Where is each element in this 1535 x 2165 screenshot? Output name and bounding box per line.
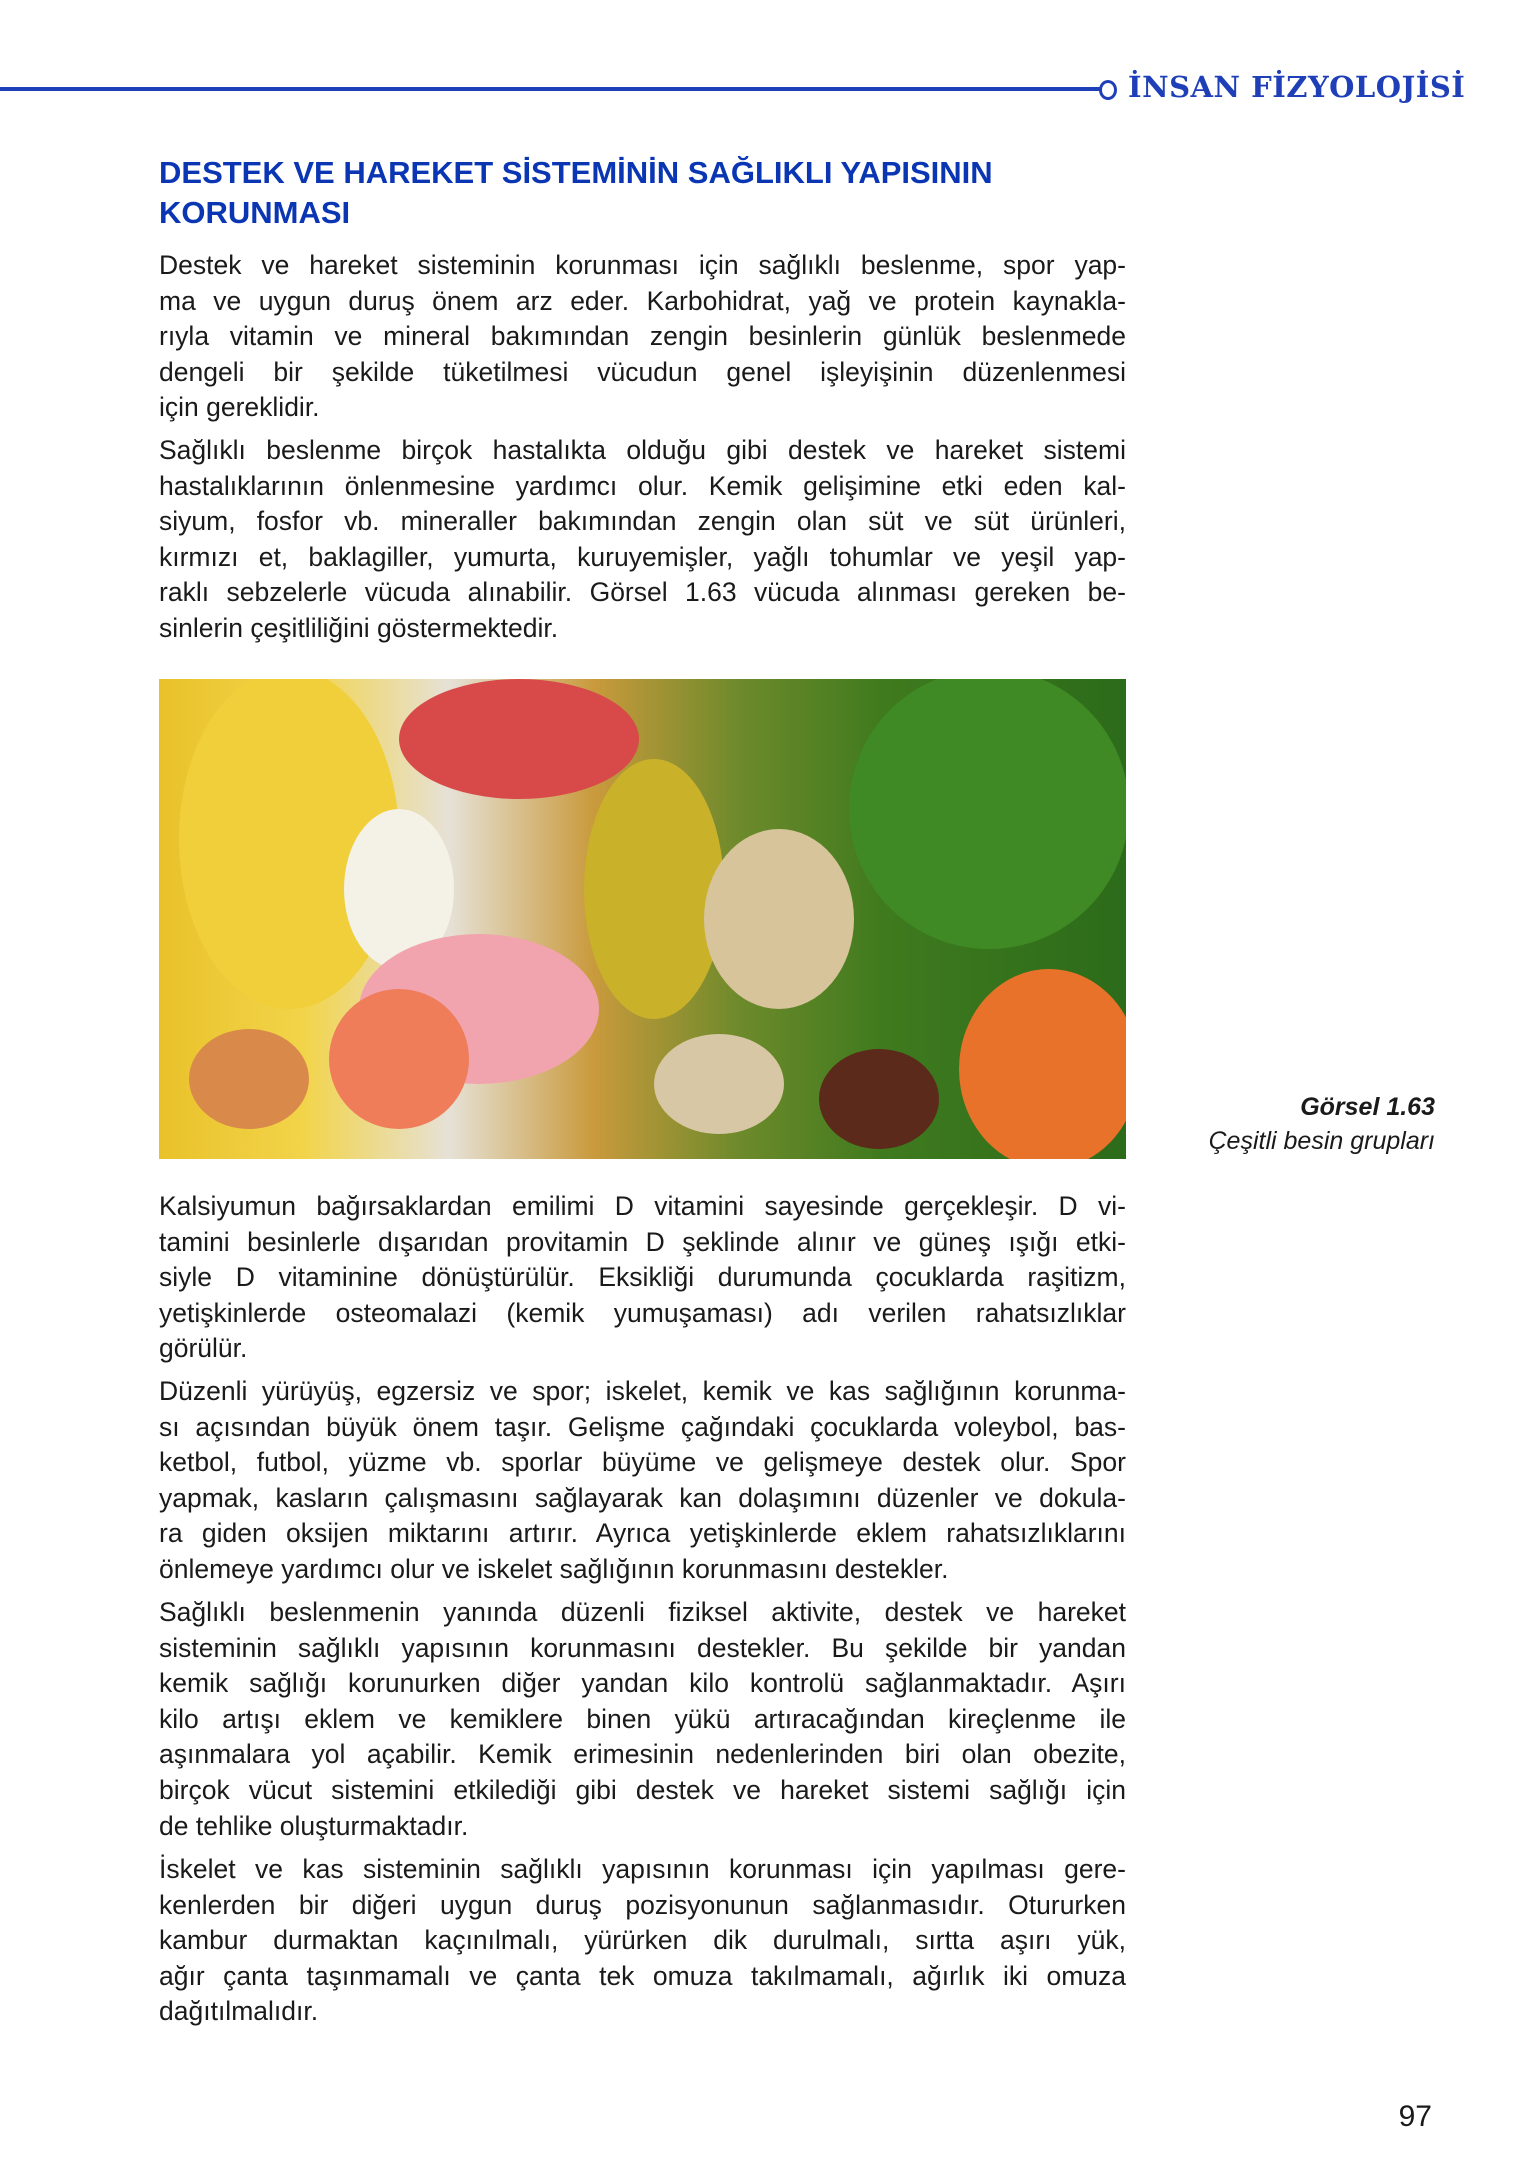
text-line: yapmak, kasların çalışmasını sağlayarak kan dolaşımını düzenler ve dokula-	[159, 1482, 1126, 1513]
text-line: ağır çanta taşınmamalı ve çanta tek omuza takılmamalı, ağırlık iki omuza	[159, 1960, 1126, 1991]
text-line: ketbol, futbol, yüzme vb. sporlar büyüme ve gelişmeye destek olur. Spor	[159, 1447, 1126, 1478]
text-line: yetişkinlerde osteomalazi (kemik yumuşaması) adı verilen rahatsızlıklar	[159, 1297, 1126, 1328]
carrots	[959, 969, 1126, 1159]
paragraph-1	[159, 248, 1126, 426]
fruits	[399, 679, 639, 799]
text-line: İskelet ve kas sisteminin sağlıklı yapısının korunması için yapılması gere-	[159, 1854, 1126, 1884]
figure-caption-text: Çeşitli besin grupları	[1208, 1127, 1435, 1155]
text-line: sisteminin sağlıklı yapısının korunmasını destekler. Bu şekilde bir yandan	[159, 1632, 1126, 1663]
text-line: ma ve uygun duruş önem arz eder. Karbohidrat, yağ ve protein kaynakla-	[159, 285, 1126, 316]
text-line: de tehlike oluşturmaktadır.	[159, 1810, 469, 1841]
text-line: dağıtılmalıdır.	[159, 1996, 319, 2027]
text-line: Düzenli yürüyüş, egzersiz ve spor; iskelet, kemik ve kas sağlığının korunma-	[159, 1376, 1126, 1406]
text-line: için gereklidir.	[159, 392, 320, 423]
text-line: görülür.	[159, 1333, 248, 1364]
text-line: kambur durmaktan kaçınılmalı, yürürken dik durulmalı, sırtta aşırı yük,	[159, 1925, 1126, 1956]
salmon	[329, 989, 469, 1129]
dates	[819, 1049, 939, 1149]
text-line: Kalsiyumun bağırsaklardan emilimi D vitamini sayesinde gerçekleşir. D vi-	[159, 1191, 1126, 1221]
quinoa-bowl	[654, 1034, 784, 1134]
text-line: kilo artışı eklem ve kemiklere binen yükü artıracağından kireçlenme ile	[159, 1703, 1126, 1734]
page-title: DESTEK VE HAREKET SİSTEMİNİN SAĞLIKLI YAPISININ KORUNMASI	[159, 155, 993, 230]
food-groups-photo	[159, 679, 1126, 1159]
section-title: İNSAN FİZYOLOJİSİ	[1128, 70, 1466, 104]
text-line: kemik sağlığı korunurken diğer yandan kilo kontrolü sağlanmaktadır. Aşırı	[159, 1668, 1126, 1699]
paragraph-5	[159, 1595, 1126, 1844]
header-circle-icon	[1099, 80, 1117, 100]
figure-label: Görsel 1.63	[1300, 1093, 1435, 1121]
text-line: önlemeye yardımcı olur ve iskelet sağlığının korunmasını destekler.	[159, 1553, 949, 1584]
text-line: Destek ve hareket sisteminin korunması için sağlıklı beslenme, spor yap-	[159, 250, 1126, 280]
text-line: Sağlıklı beslenmenin yanında düzenli fiziksel aktivite, destek ve hareket	[159, 1597, 1126, 1627]
page-number: 97	[1398, 2100, 1432, 2133]
text-line: aşınmalara yol açabilir. Kemik erimesinin nedenlerinden biri olan obezite,	[159, 1739, 1126, 1770]
text-line: sı açısından büyük önem taşır. Gelişme çağındaki çocuklarda voleybol, bas-	[159, 1411, 1126, 1442]
oats-jar	[704, 829, 854, 1009]
text-line: tamini besinlerle dışarıdan provitamin D şeklinde alınır ve güneş ışığı etki-	[159, 1226, 1126, 1257]
paragraph-3	[159, 1189, 1126, 1367]
greens	[849, 679, 1126, 949]
paragraph-6	[159, 1852, 1126, 2030]
text-line: Sağlıklı beslenme birçok hastalıkta olduğu gibi destek ve hareket sistemi	[159, 435, 1126, 465]
paragraph-4	[159, 1374, 1126, 1588]
paragraph-2	[159, 433, 1126, 647]
text-line: dengeli bir şekilde tüketilmesi vücudun genel işleyişinin düzenlenmesi	[159, 356, 1126, 387]
text-line: siyle D vitaminine dönüştürülür. Eksikliği durumunda çocuklarda raşitizm,	[159, 1262, 1126, 1293]
oil-bottle	[584, 759, 724, 1019]
text-line: sinlerin çeşitliliğini göstermektedir.	[159, 612, 559, 643]
figure-caption	[1209, 1090, 1436, 1158]
text-line: raklı sebzelerle vücuda alınabilir. Görsel 1.63 vücuda alınması gereken be-	[159, 577, 1126, 608]
text-line: rıyla vitamin ve mineral bakımından zengin besinlerin günlük beslenmede	[159, 321, 1126, 352]
text-line: siyum, fosfor vb. mineraller bakımından zengin olan süt ve süt ürünleri,	[159, 506, 1126, 537]
text-line: ra giden oksijen miktarını artırır. Ayrıca yetişkinlerde eklem rahatsızlıklarını	[159, 1518, 1126, 1549]
text-line: kırmızı et, baklagiller, yumurta, kuruyemişler, yağlı tohumlar ve yeşil yap-	[159, 541, 1126, 572]
header-rule	[0, 87, 1100, 91]
eggs	[189, 1029, 309, 1129]
text-line: kenlerden bir diğeri uygun duruş pozisyonunun sağlanmasıdır. Otururken	[159, 1889, 1126, 1920]
text-line: birçok vücut sistemini etkilediği gibi destek ve hareket sistemi sağlığı için	[159, 1774, 1126, 1805]
text-line: hastalıklarının önlenmesine yardımcı olur. Kemik gelişimine etki eden kal-	[159, 470, 1126, 501]
